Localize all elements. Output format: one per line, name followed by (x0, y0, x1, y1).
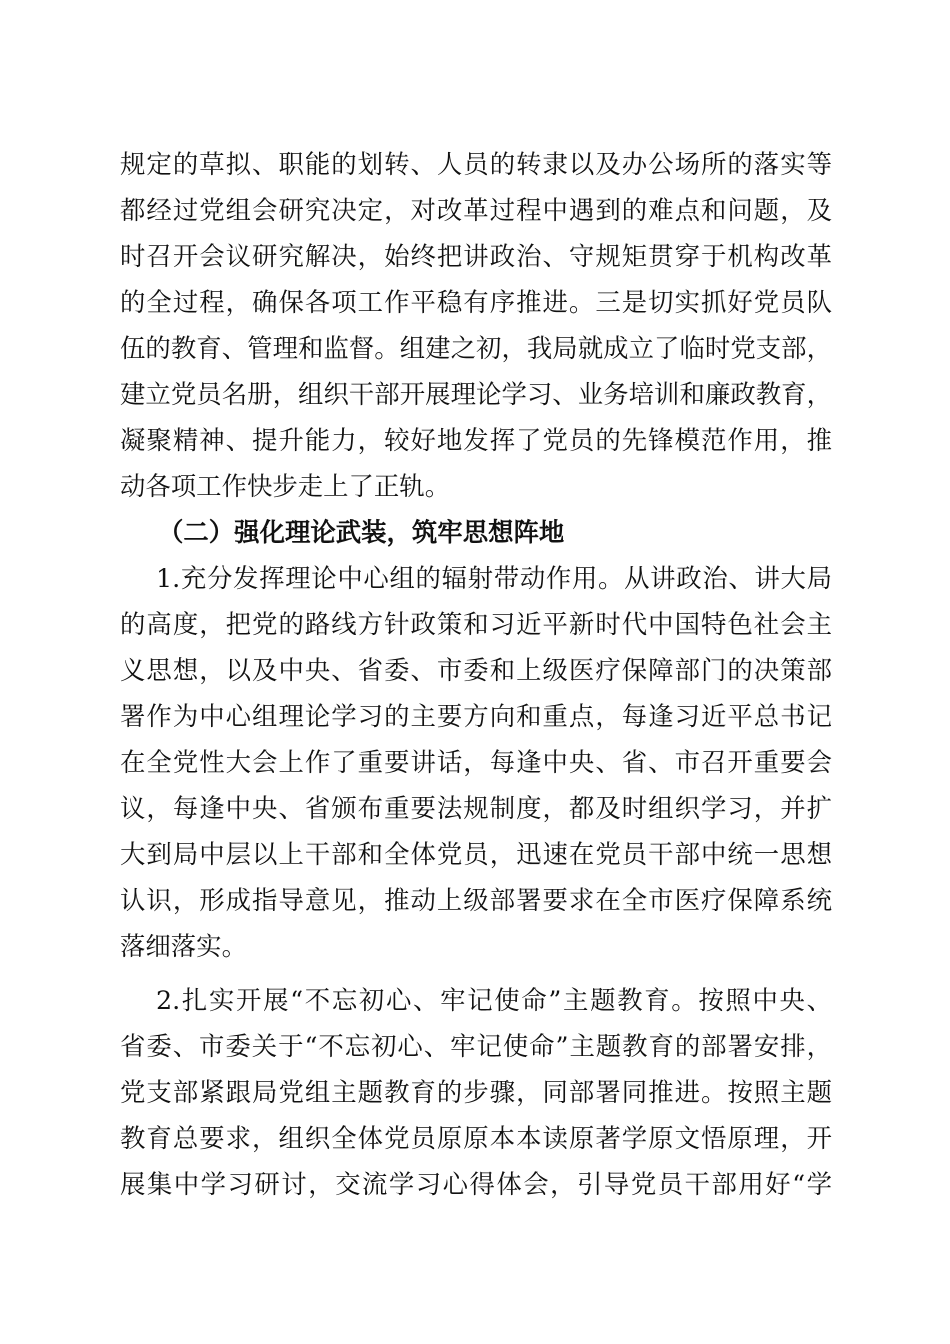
paragraph-line: 认识，形成指导意见，推动上级部署要求在全市医疗保障系统 (120, 885, 832, 915)
paragraph-line: 建立党员名册，组织干部开展理论学习、业务培训和廉政教育， (120, 379, 832, 409)
paragraph-line: 2.扎实开展“不忘初心、牢记使命”主题教育。按照中央、 (156, 985, 832, 1015)
paragraph-line: 都经过党组会研究决定，对改革过程中遇到的难点和问题，及 (120, 195, 832, 225)
paragraph-line: 展集中学习研讨，交流学习心得体会，引导党员干部用好“学 (120, 1169, 832, 1199)
paragraph-line: 党支部紧跟局党组主题教育的步骤，同部署同推进。按照主题 (120, 1077, 832, 1107)
paragraph-line: 署作为中心组理论学习的主要方向和重点，每逢习近平总书记 (120, 701, 832, 731)
paragraph-line: 在全党性大会上作了重要讲话，每逢中央、省、市召开重要会 (120, 747, 832, 777)
paragraph-line: 教育总要求，组织全体党员原原本本读原著学原文悟原理，开 (120, 1123, 832, 1153)
paragraph-line: 落细落实。 (120, 931, 247, 961)
paragraph-line: 凝聚精神、提升能力，较好地发挥了党员的先锋模范作用，推 (120, 425, 832, 455)
paragraph-line: 议，每逢中央、省颁布重要法规制度，都及时组织学习，并扩 (120, 793, 832, 823)
paragraph-line: 的全过程，确保各项工作平稳有序推进。三是切实抓好党员队 (120, 287, 832, 317)
paragraph-line: 规定的草拟、职能的划转、人员的转隶以及办公场所的落实等 (120, 149, 832, 179)
paragraph-line: 义思想，以及中央、省委、市委和上级医疗保障部门的决策部 (120, 655, 832, 685)
paragraph-line: 省委、市委关于“不忘初心、牢记使命”主题教育的部署安排， (120, 1031, 832, 1061)
paragraph-line: 1.充分发挥理论中心组的辐射带动作用。从讲政治、讲大局 (156, 563, 832, 593)
section-heading: （二）强化理论武装，筑牢思想阵地 (158, 517, 565, 547)
paragraph-line: 动各项工作快步走上了正轨。 (120, 471, 451, 501)
paragraph-line: 的高度，把党的路线方针政策和习近平新时代中国特色社会主 (120, 609, 832, 639)
paragraph-line: 大到局中层以上干部和全体党员，迅速在党员干部中统一思想 (120, 839, 832, 869)
paragraph-line: 时召开会议研究解决，始终把讲政治、守规矩贯穿于机构改革 (120, 241, 832, 271)
paragraph-line: 伍的教育、管理和监督。组建之初，我局就成立了临时党支部， (120, 333, 832, 363)
